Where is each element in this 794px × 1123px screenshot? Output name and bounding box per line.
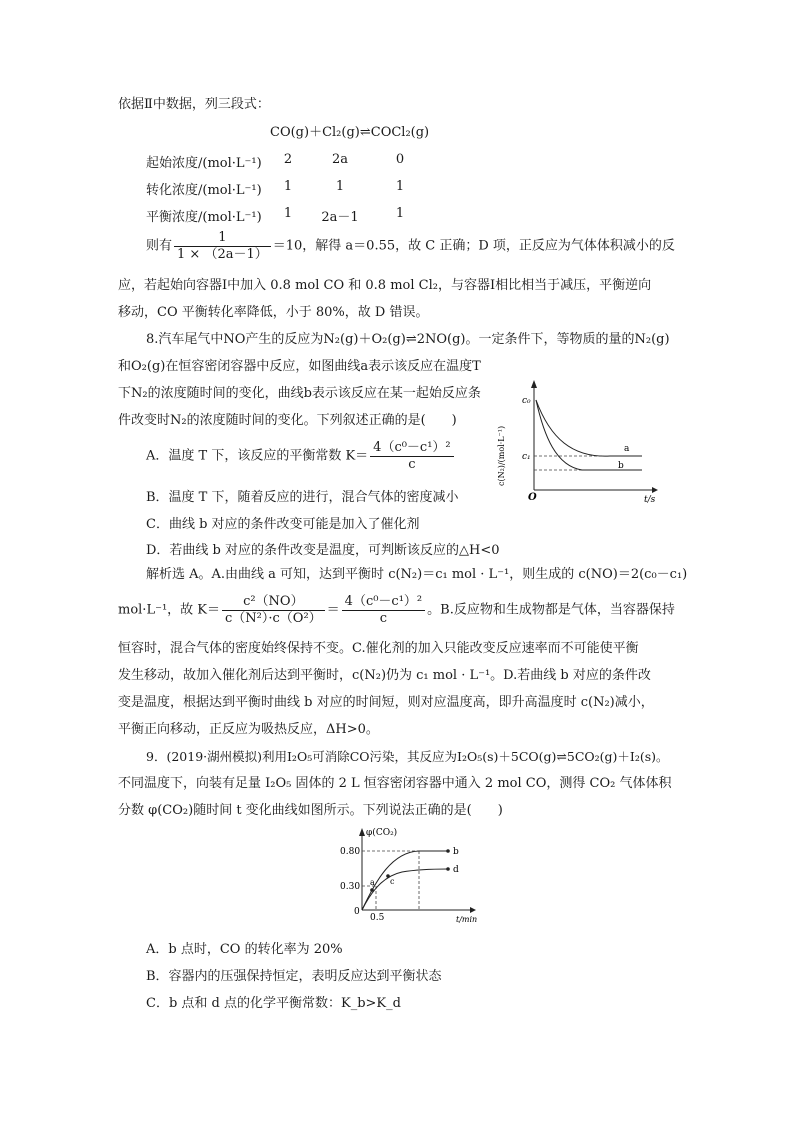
k-fraction-den: 1 × （2a－1） bbox=[177, 247, 268, 262]
q8-answer-k-den: c（N²）·c（O²） bbox=[225, 611, 322, 626]
q9-point-d bbox=[446, 867, 450, 871]
q9-option-c: C．b 点和 d 点的化学平衡常数：K_b>K_d bbox=[146, 996, 401, 1011]
q9-curve-d bbox=[362, 869, 448, 910]
q8-option-a-den: c bbox=[408, 457, 416, 472]
q9-tick-05: 0.5 bbox=[370, 913, 385, 923]
q9-line3: 分数 φ(CO₂)随时间 t 变化曲线如图所示。下列说法正确的是( ) bbox=[118, 803, 503, 818]
q9-x-label: t/min bbox=[456, 915, 478, 924]
q8-y-arrow bbox=[531, 380, 537, 388]
q9-y-label: φ(CO₂) bbox=[366, 828, 398, 838]
row-change-v1: 1 bbox=[283, 179, 293, 194]
q8-c1-label: c₁ bbox=[522, 452, 531, 462]
q8-option-c: C．曲线 b 对应的条件改变可能是加入了催化剂 bbox=[146, 517, 420, 532]
q8-line1: 8.汽车尾气中NO产生的反应为N₂(g)＋O₂(g)⇌2NO(g)。一定条件下，等物质的量的N₂(g) bbox=[146, 332, 670, 347]
q8-answer-k-num: c²（NO） bbox=[222, 594, 325, 611]
q9-label-c: c bbox=[390, 877, 395, 886]
q9-y-arrow bbox=[359, 828, 365, 836]
q9-option-a: A．b 点时，CO 的转化率为 20% bbox=[146, 942, 343, 957]
then-line bbox=[146, 230, 675, 263]
sec1-line3: 移动，CO 平衡转化率降低，小于 80%，故 D 错误。 bbox=[118, 305, 429, 320]
q8-line2: 和O₂(g)在恒容密闭容器中反应，如图曲线a表示该反应在温度T bbox=[118, 359, 481, 374]
q9-line1: 9．(2019·湖州模拟)利用I₂O₅可消除CO污染，其反应为I₂O₅(s)＋5CO(g)⇌5CO₂(g)＋I₂(s)。 bbox=[146, 749, 669, 764]
q8-curve-b bbox=[536, 400, 642, 470]
then-rest: ＝10，解得 a＝0.55，故 C 正确；D 项，正反应为气体体积减小的反 bbox=[272, 238, 675, 254]
q8-answer-line5: 变是温度，根据达到平衡时曲线 b 对应的时间短，则对应温度高，即升高温度时 c(N₂)减小， bbox=[118, 695, 654, 710]
q9-tick-030: 0.30 bbox=[340, 882, 361, 892]
row-change-v3: 1 bbox=[395, 179, 405, 194]
q8-y-label: c(N₂)/(mol·L⁻¹) bbox=[497, 425, 506, 486]
k-fraction-num: 1 bbox=[174, 230, 271, 247]
q8-option-a bbox=[146, 440, 456, 473]
q8-answer-k2-den: c bbox=[379, 611, 388, 626]
q8-curve-b-label: b bbox=[618, 461, 624, 471]
q9-label-d: d bbox=[453, 865, 459, 875]
row-label-change: 转化浓度/(mol·L⁻¹) bbox=[146, 183, 262, 198]
q8-curve-a-label: a bbox=[624, 444, 630, 454]
q8-option-a-num: 4（c⁰－c¹）² bbox=[370, 440, 453, 457]
q8-answer-k-fraction bbox=[222, 594, 325, 627]
q9-graph bbox=[330, 822, 490, 924]
q8-option-b: B．温度 T 下，随着反应的进行，混合气体的密度减小 bbox=[146, 490, 459, 505]
row-label-equilibrium: 平衡浓度/(mol·L⁻¹) bbox=[146, 210, 262, 225]
q9-point-b bbox=[446, 849, 450, 853]
then-prefix: 则有 bbox=[146, 238, 173, 254]
row-label-initial: 起始浓度/(mol·L⁻¹) bbox=[146, 156, 262, 171]
q8-answer-line2 bbox=[118, 594, 675, 627]
q8-answer-line2-prefix: mol·L⁻¹，故 K＝ bbox=[118, 602, 220, 618]
q8-x-label: t/s bbox=[644, 495, 656, 505]
q9-option-b: B．容器内的压强保持恒定，表明反应达到平衡状态 bbox=[146, 969, 442, 984]
q9-label-b: b bbox=[453, 847, 459, 857]
row-initial-v1: 2 bbox=[283, 152, 293, 167]
q8-line4: 件改变时N₂的浓度随时间的变化。下列叙述正确的是( ) bbox=[118, 413, 457, 428]
q8-answer-k2-fraction bbox=[342, 594, 425, 627]
q9-line2: 不同温度下，向装有足量 I₂O₅ 固体的 2 L 恒容密闭容器中通入 2 mol CO，测得 CO₂ 气体体积 bbox=[118, 776, 672, 791]
q8-answer-line2-rest: 。B.反应物和生成物都是气体，当容器保持 bbox=[427, 602, 675, 618]
q8-answer-line1: 解析选 A。A.由曲线 a 可知，达到平衡时 c(N₂)＝c₁ mol · L⁻¹，则生成的 c(NO)＝2(c₀－c₁) bbox=[146, 567, 688, 582]
q8-answer-line6: 平衡正向移动，正反应为吸热反应，ΔH>0。 bbox=[118, 722, 379, 737]
k-fraction bbox=[174, 230, 271, 263]
q8-graph bbox=[492, 376, 672, 506]
row-initial-v3: 0 bbox=[395, 152, 405, 167]
intro-text: 依据Ⅱ中数据，列三段式： bbox=[118, 97, 270, 112]
q9-tick-080: 0.80 bbox=[340, 847, 361, 857]
q8-answer-k2-num: 4（c⁰－c¹）² bbox=[342, 594, 425, 611]
row-eq-v3: 1 bbox=[395, 206, 405, 221]
q8-answer-equals: ＝ bbox=[326, 602, 340, 618]
row-change-v2: 1 bbox=[335, 179, 345, 194]
q9-curve-b bbox=[362, 851, 448, 910]
equilibrium-equation: CO(g)＋Cl₂(g)⇌COCl₂(g) bbox=[270, 125, 430, 140]
q8-x-arrow bbox=[652, 487, 658, 493]
q8-c0-label: c₀ bbox=[522, 396, 531, 406]
q9-x-arrow bbox=[470, 907, 476, 913]
q9-origin-label: 0 bbox=[354, 907, 360, 917]
row-eq-v1: 1 bbox=[283, 206, 293, 221]
row-initial-v2: 2a bbox=[331, 152, 349, 167]
q8-option-d: D．若曲线 b 对应的条件改变是温度，可判断该反应的△H<0 bbox=[146, 543, 500, 558]
row-eq-v2: 2a－1 bbox=[321, 210, 359, 225]
q8-answer-line4: 发生移动，故加入催化剂后达到平衡时，c(N₂)仍为 c₁ mol · L⁻¹。D.若曲线 b 对应的条件改 bbox=[118, 668, 651, 683]
q8-origin-label: O bbox=[528, 492, 537, 503]
q8-option-a-fraction bbox=[370, 440, 453, 473]
q8-answer-line3: 恒容时，混合气体的密度始终保持不变。C.催化剂的加入只能改变反应速率而不可能使平衡 bbox=[118, 641, 639, 656]
q9-label-a: a bbox=[370, 878, 375, 887]
sec1-line2: 应，若起始向容器Ⅰ中加入 0.8 mol CO 和 0.8 mol Cl₂，与容器Ⅰ相比相当于减压，平衡逆向 bbox=[118, 278, 652, 293]
q9-point-a bbox=[370, 888, 374, 892]
q8-option-a-prefix: A．温度 T 下，该反应的平衡常数 K＝ bbox=[146, 448, 369, 464]
q8-line3: 下N₂的浓度随时间的变化，曲线b表示该反应在某一起始反应条 bbox=[118, 386, 481, 401]
